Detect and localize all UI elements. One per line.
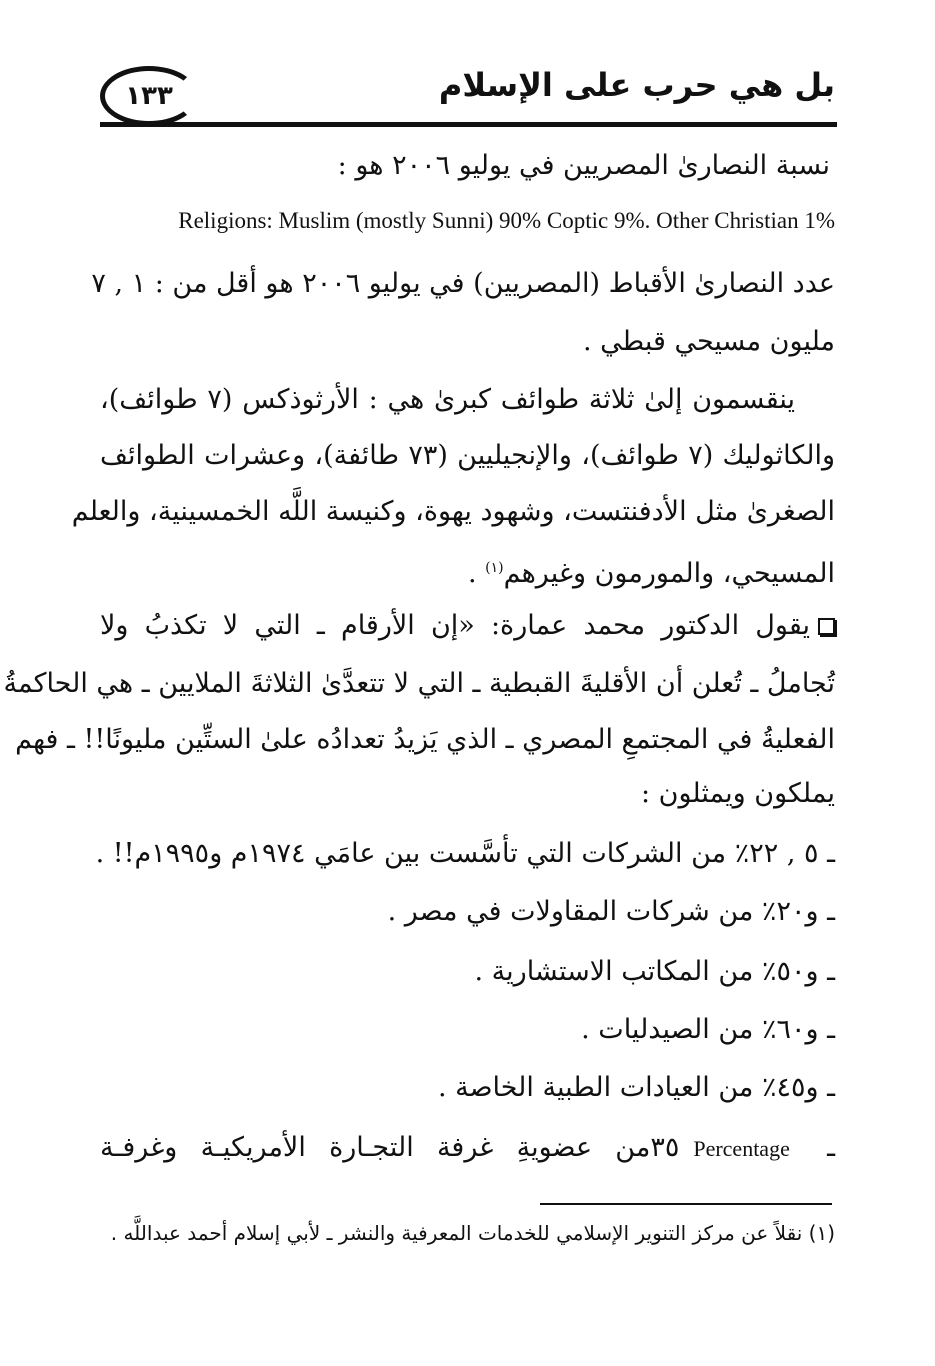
body-line-1: نسبة النصارىٰ المصريين في يوليو ٢٠٠٦ هو : <box>337 150 830 181</box>
body-line-11: الفعليةُ في المجتمعِ المصري ـ الذي يَزيدُ تعدادُه علىٰ الستِّين مليونًا!! ـ فهم <box>15 724 835 755</box>
list-item-2: ـ و٢٠٪ من شركات المقاولات في مصر . <box>387 896 835 927</box>
body-line-12: يملكون ويمثلون : <box>640 778 835 809</box>
body-line-6: والكاثوليك (٧ طوائف)، والإنجيليين (٧٣ طائفة)، وعشرات الطوائف <box>100 440 836 471</box>
footnote-rule <box>540 1203 832 1205</box>
body-line-9 <box>100 606 835 646</box>
body-line-5: ينقسمون إلىٰ ثلاثة طوائف كبرىٰ هي : الأرثوذكس (٧ طوائف)، <box>100 384 796 415</box>
list-item-3: ـ و٥٠٪ من المكاتب الاستشارية . <box>474 956 835 987</box>
body-line-8-end: . <box>467 558 486 589</box>
body-line-4: مليون مسيحي قبطي . <box>583 326 835 357</box>
running-header-title: بل هي حرب على الإسلام <box>438 66 835 104</box>
body-line-9-text: يقول الدكتور محمد عمارة: «إن الأرقام ـ التي لا تكذبُ ولا <box>100 610 810 641</box>
list-item-5: ـ و٤٥٪ من العيادات الطبية الخاصة . <box>437 1072 835 1103</box>
list-item-6-start: ـ ٣٥ <box>650 1132 836 1163</box>
header-rule <box>100 122 837 127</box>
footnote-reference: (١) <box>485 560 504 576</box>
body-line-8-text: المسيحي، والمورمون وغيرهم <box>503 558 835 589</box>
list-item-1: ـ ٥ , ٢٢٪ من الشركات التي تأسَّست بين عامَي ١٩٧٤م و١٩٩٥م!! . <box>95 838 835 869</box>
body-line-10: تُجاملُ ـ تُعلن أن الأقليةَ القبطية ـ التي لا تتعدَّىٰ الثلاثةَ الملايين ـ هي الحاكمةُ <box>3 668 835 699</box>
body-line-8 <box>100 548 835 594</box>
list-item-6 <box>100 1128 835 1169</box>
body-line-7: الصغرىٰ مثل الأدفنتست، وشهود يهوة، وكنيسة اللَّه الخمسينية، والعلم <box>71 496 835 527</box>
list-item-6-latin: Percentage <box>693 1136 790 1161</box>
footnote: (١) نقلاً عن مركز التنوير الإسلامي للخدمات المعرفية والنشر ـ لأبي إسلام أحمد عبداللَّه . <box>110 1221 835 1245</box>
square-bullet-icon <box>818 618 835 635</box>
list-item-6-end: من عضويةِ غرفة التجـارة الأمريكيـة وغرفـة <box>100 1132 651 1163</box>
body-line-3: عدد النصارىٰ الأقباط (المصريين) في يوليو ٢٠٠٦ هو أقل من : ١ , ٧ <box>91 268 835 299</box>
body-line-english: Religions: Muslim (mostly Sunni) 90% Coptic 9%. Other Christian 1% <box>178 208 835 233</box>
list-item-4: ـ و٦٠٪ من الصيدليات . <box>581 1014 835 1045</box>
page-number: ١٣٣ <box>100 66 198 126</box>
